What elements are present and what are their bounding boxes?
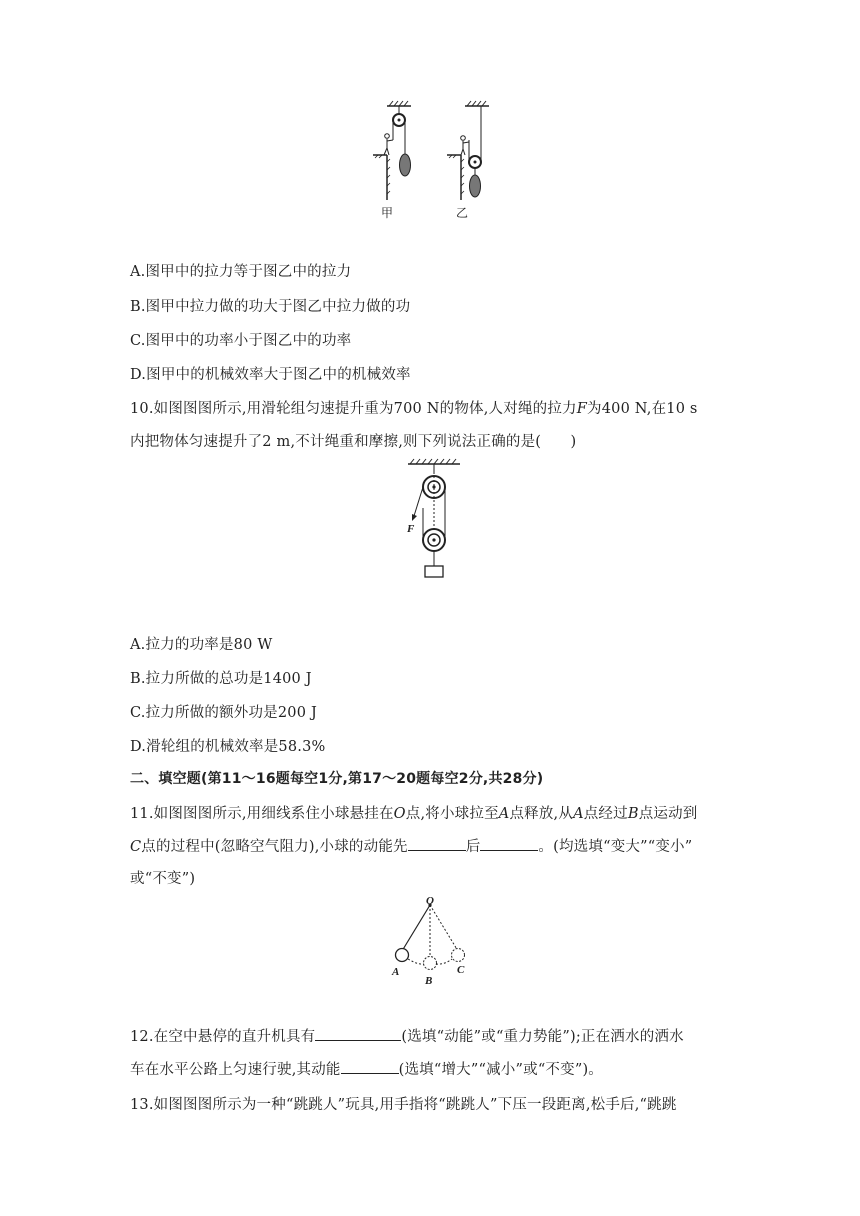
point-label-O: O [426,895,434,907]
q9-option-c: C.图甲中的功率小于图乙中的功率 [130,333,352,349]
point-label-B: B [425,975,433,987]
answer-blank-3[interactable] [315,1028,401,1041]
answer-blank-4[interactable] [341,1061,399,1074]
q11-stem-line3: 或“不变”) [130,871,196,887]
q9-option-d: D.图甲中的机械效率大于图乙中的机械效率 [130,367,411,383]
q10-option-a: A.拉力的功率是80 W [130,637,273,653]
point-label-C: C [457,964,465,976]
answer-blank-2[interactable] [480,838,538,851]
q10-option-c: C.拉力所做的额外功是200 J [130,705,317,721]
q10-stem-line1: 10.如图图图所示,用滑轮组匀速提升重为700 N的物体,人对绳的拉力F为400 N,在10 s [130,401,698,417]
pendulum-figure [388,895,478,990]
q12-stem-line1: 12.在空中悬停的直升机具有 (选填“动能”或“重力势能”);正在洒水的洒水 [130,1029,684,1045]
pulley-figure-jia-yi [365,100,505,225]
q12-stem-line2: 车在水平公路上匀速行驶,其动能 (选填“增大”“减小”或“不变”)。 [130,1062,603,1078]
q11-stem-line1: 11.如图图图所示,用细线系住小球悬挂在O点,将小球拉至A点释放,从A点经过B点运动到 [130,806,698,822]
q11-stem-line2: C点的过程中(忽略空气阻力),小球的动能先 后 。(均选填“变大”“变小” [130,839,693,855]
figure-label-jia: 甲 [381,206,394,220]
section-2-title: 二、填空题(第11～16题每空1分,第17～20题每空2分,共28分) [130,771,544,787]
var-F: F [576,401,588,417]
q9-option-a: A.图甲中的拉力等于图乙中的拉力 [130,264,352,280]
answer-blank-1[interactable] [408,838,466,851]
q10-stem-line2: 内把物体匀速提升了2 m,不计绳重和摩擦,则下列说法正确的是( ) [130,434,577,450]
q13-stem-line1: 13.如图图图所示为一种“跳跳人”玩具,用手指将“跳跳人”下压一段距离,松手后,“跳跳 [130,1097,677,1113]
force-label-F: F [407,523,415,535]
q9-option-b: B.图甲中拉力做的功大于图乙中拉力做的功 [130,299,411,315]
point-label-A: A [392,966,400,978]
q10-option-d: D.滑轮组的机械效率是58.3% [130,739,326,755]
pulley-block-figure [400,458,470,583]
q10-option-b: B.拉力所做的总功是1400 J [130,671,312,687]
figure-label-yi: 乙 [456,206,469,220]
